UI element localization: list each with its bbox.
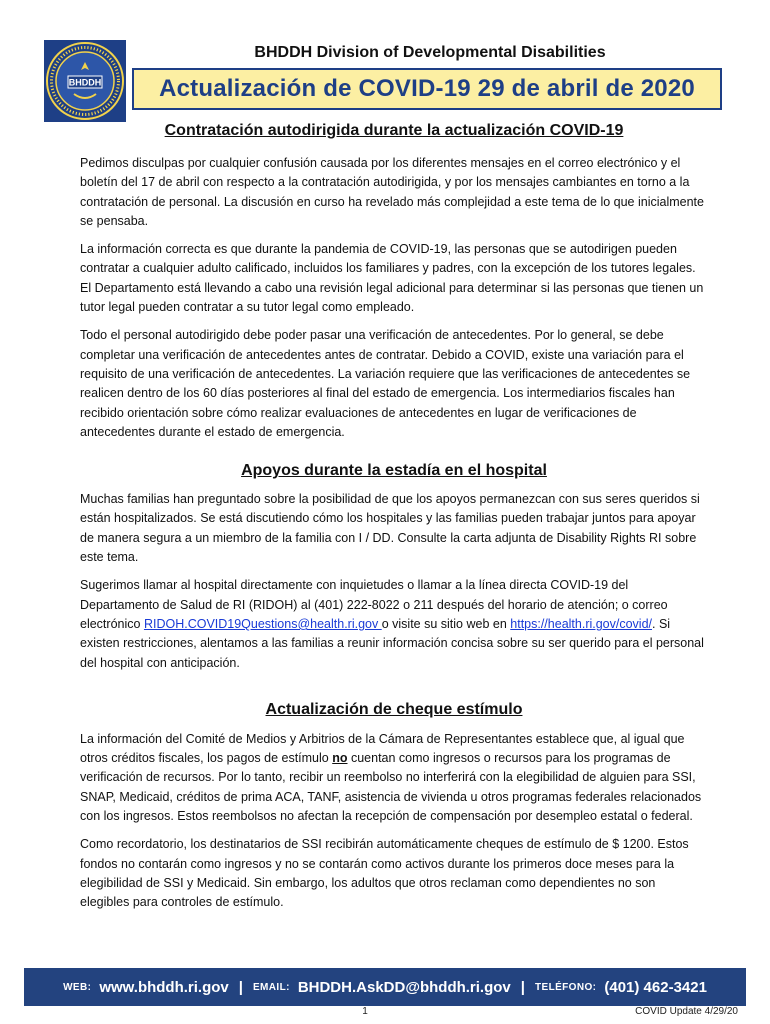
bhddh-seal-logo bbox=[44, 40, 126, 122]
email-label: EMAIL: bbox=[252, 981, 290, 993]
paragraph: Todo el personal autodirigido debe poder pasar una verificación de antecedentes. Por lo general, se debe completar una verificación de antecedentes antes de contratar. Debido a COVID, existe una variación para el requisito de una verificación de antecedentes. La variación requiere que las verificaciones de antecedentes se realicen dentro de los 60 días posteriores al final del estado de emergencia. Los intermediarios fiscales han recibido orientación sobre cómo realizar evaluaciones de antecedentes en lugar de verificaciones de antecedentes durante el estado de emergencia. bbox=[80, 328, 691, 439]
email-link[interactable]: BHDDH.AskDD@bhddh.ri.gov bbox=[297, 978, 511, 996]
emphasis-no: no bbox=[332, 751, 348, 766]
text-span: Sugerimos llamar al hospital directamente con inquietudes o llamar a la línea directa COVID-19 del Departamento de Salud de RI (RIDOH) al (401) 222-8022 o 211 después del horario de atención; o correo electrónico bbox=[80, 578, 668, 631]
stimulus-paragraph bbox=[80, 730, 708, 826]
section-heading-hospital-supports: Apoyos durante la estadía en el hospital bbox=[241, 462, 547, 480]
text-span: . Si existen restricciones, alentamos a las familias a reunir información concisa sobre su ser querido para el personal del hospital con anticipación. bbox=[80, 616, 704, 670]
section-heading-stimulus: Actualización de cheque estímulo bbox=[265, 700, 523, 718]
title-banner bbox=[132, 68, 722, 110]
text-span: La información del Comité de Medios y Arbitrios de la Cámara de Representantes establece que, al igual que otros créditos fiscales, los pagos de estímulo bbox=[80, 731, 685, 766]
ridoh-email-link[interactable]: RIDOH.COVID19Questions@health.ri.gov bbox=[143, 616, 382, 631]
org-line: BHDDH Division of Developmental Disabilities bbox=[254, 44, 606, 61]
section-heading-self-directed-hiring: Contratación autodirigida durante la actualización COVID-19 bbox=[164, 122, 624, 139]
text-span: cuentan como ingresos o recursos para los programas de verificación de recursos. Por lo tanto, recibir un reembolso no interferirá con la elegibilidad de alguien para SSI, SNAP, Medicaid, créditos de prima ACA, TANF, asistencia de vivienda u otros programas federales relacionados con los ingresos. Estos reembolsos no afectan la recepción de compensación por desempleo estatal o federal. bbox=[80, 751, 702, 824]
document-body bbox=[80, 122, 708, 913]
text-span: o visite su sitio web en bbox=[381, 616, 511, 631]
phone-number: (401) 462-3421 bbox=[604, 978, 707, 996]
paragraph: Muchas familias han preguntado sobre la posibilidad de que los apoyos permanezcan con sus seres queridos si están hospitalizados. Se está discutiendo cómo los hospitales y las familias pueden trabajar juntos para apoyar de manera segura a un miembro de la familia con I / DD. Consulte la carta adjunta de Disability Rights RI sobre este tema. bbox=[80, 492, 700, 565]
page-title: Actualización de COVID-19 29 de abril de 2020 bbox=[159, 75, 695, 102]
paragraph: Pedimos disculpas por cualquier confusión causada por los diferentes mensajes en el correo electrónico y el boletín del 17 de abril con respecto a la contratación autodirigida, y por los mensajes cambiantes en torno a la contratación de personal. La discusión en curso ha revelado más complejidad a este tema de lo que inicialmente se pensaba. bbox=[80, 156, 704, 228]
separator: | bbox=[238, 978, 243, 996]
logo-text: BHDDH bbox=[68, 77, 102, 88]
paragraph: Como recordatorio, los destinatarios de SSI recibirán automáticamente cheques de estímulo de $ 1200. Estos fondos no contarán como ingresos y no se contarán como activos durante los primeros doce meses para la elegibilidad de SSI y Medicaid. Sin embargo, los adultos que otros reclaman como dependientes no son elegibles para controles de estímulo. bbox=[80, 837, 689, 910]
web-label: WEB: bbox=[63, 981, 92, 993]
separator: | bbox=[520, 978, 525, 996]
page-number: 1 bbox=[362, 1006, 368, 1017]
phone-label: TELÉFONO: bbox=[534, 981, 597, 993]
contact-footer-bar bbox=[24, 968, 746, 1006]
ridoh-website-link[interactable]: https://health.ri.gov/covid/ bbox=[510, 616, 653, 631]
contact-paragraph bbox=[80, 576, 708, 672]
web-link[interactable]: www.bhddh.ri.gov bbox=[99, 978, 229, 996]
update-note: COVID Update 4/29/20 bbox=[635, 1006, 738, 1017]
paragraph: La información correcta es que durante la pandemia de COVID-19, las personas que se autodirigen pueden contratar a cualquier adulto calificado, incluidos los familiares y padres, con la excepción de los tutores legales. El Departamento está llevando a cabo una revisión legal adicional para determinar si las personas que tienen un tutor legal pueden contratar a su tutor legal como empleado. bbox=[80, 242, 704, 315]
